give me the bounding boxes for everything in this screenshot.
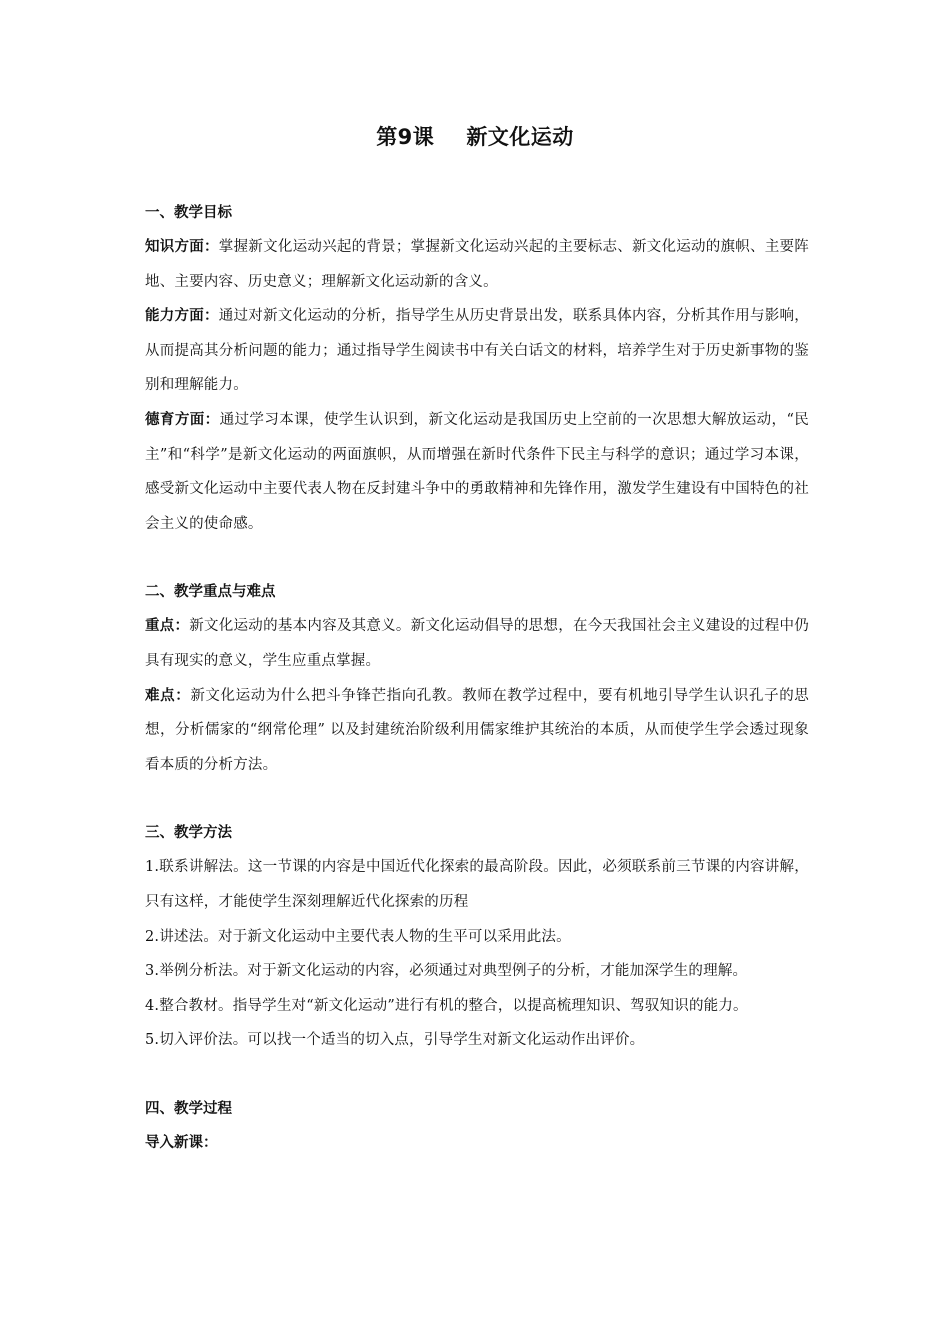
section-heading-process: 四、教学过程 [145,1100,232,1117]
list-item: 1.联系讲解法。这一节课的内容是中国近代化探索的最高阶段。因此，必须联系前三节课的内容讲解，只有这样，才能使学生深刻理解近代化探索的历程 [145,859,809,910]
section-heading-methods: 三、教学方法 [145,825,232,842]
paragraph-key-point [145,609,809,678]
label-moral: 德育方面： [145,411,220,428]
lesson-number: 第9课 [376,125,435,149]
paragraph-moral [145,403,809,541]
list-item: 4.整合教材。指导学生对“新文化运动”进行有机的整合，以提高梳理知识、驾驭知识的能力。 [145,997,748,1014]
label-ability: 能力方面： [145,308,219,325]
paragraph-ability [145,299,809,403]
list-item: 2.讲述法。对于新文化运动中主要代表人物的生平可以采用此法。 [145,928,571,945]
subheading-intro: 导入新课： [145,1134,218,1151]
label-difficulty: 难点： [145,687,191,704]
lesson-topic: 新文化运动 [466,125,574,149]
label-knowledge: 知识方面： [145,239,219,255]
text-ability: 通过对新文化运动的分析，指导学生从历史背景出发，联系具体内容，分析其作用与影响，从而提高其分析问题的能力；通过指导学生阅读书中有关白话文的材料，培养学生对于历史新事物的鉴别和理解能力。 [145,308,810,394]
text-key-point: 新文化运动的基本内容及其意义。新文化运动倡导的思想，在今天我国社会主义建设的过程中仍具有现实的意义，学生应重点掌握。 [145,618,809,669]
paragraph-difficulty [145,679,809,783]
list-item: 5.切入评价法。可以找一个适当的切入点，引导学生对新文化运动作出评价。 [145,1032,645,1049]
paragraph-knowledge [145,230,809,299]
list-item: 3.举例分析法。对于新文化运动的内容，必须通过对典型例子的分析，才能加深学生的理解。 [145,963,748,980]
page-title [0,122,950,152]
text-moral: 通过学习本课，使学生认识到，新文化运动是我国历史上空前的一次思想大解放运动，“民主”和“科学”是新文化运动的两面旗帜，从而增强在新时代条件下民主与科学的意识；通过学习本课，感受新文化运动中主要代表人物在反封建斗争中的勇敢精神和先锋作用，激发学生建设有中国特色的社会主义的使命感。 [145,411,809,532]
text-difficulty: 新文化运动为什么把斗争锋芒指向孔教。教师在教学过程中，要有机地引导学生认识孔子的思想，分析儒家的“纲常伦理” 以及封建统治阶级利用儒家维护其统治的本质，从而使学生学会透过现象看本质的分析方法。 [145,687,809,773]
text-knowledge: 掌握新文化运动兴起的背景；掌握新文化运动兴起的主要标志、新文化运动的旗帜、主要阵地、主要内容、历史意义；理解新文化运动新的含义。 [145,239,810,290]
label-key-point: 重点： [145,618,190,635]
document-body [145,196,809,1160]
section-heading-focus: 二、教学重点与难点 [145,584,276,601]
section-heading-goals: 一、教学目标 [145,205,232,221]
